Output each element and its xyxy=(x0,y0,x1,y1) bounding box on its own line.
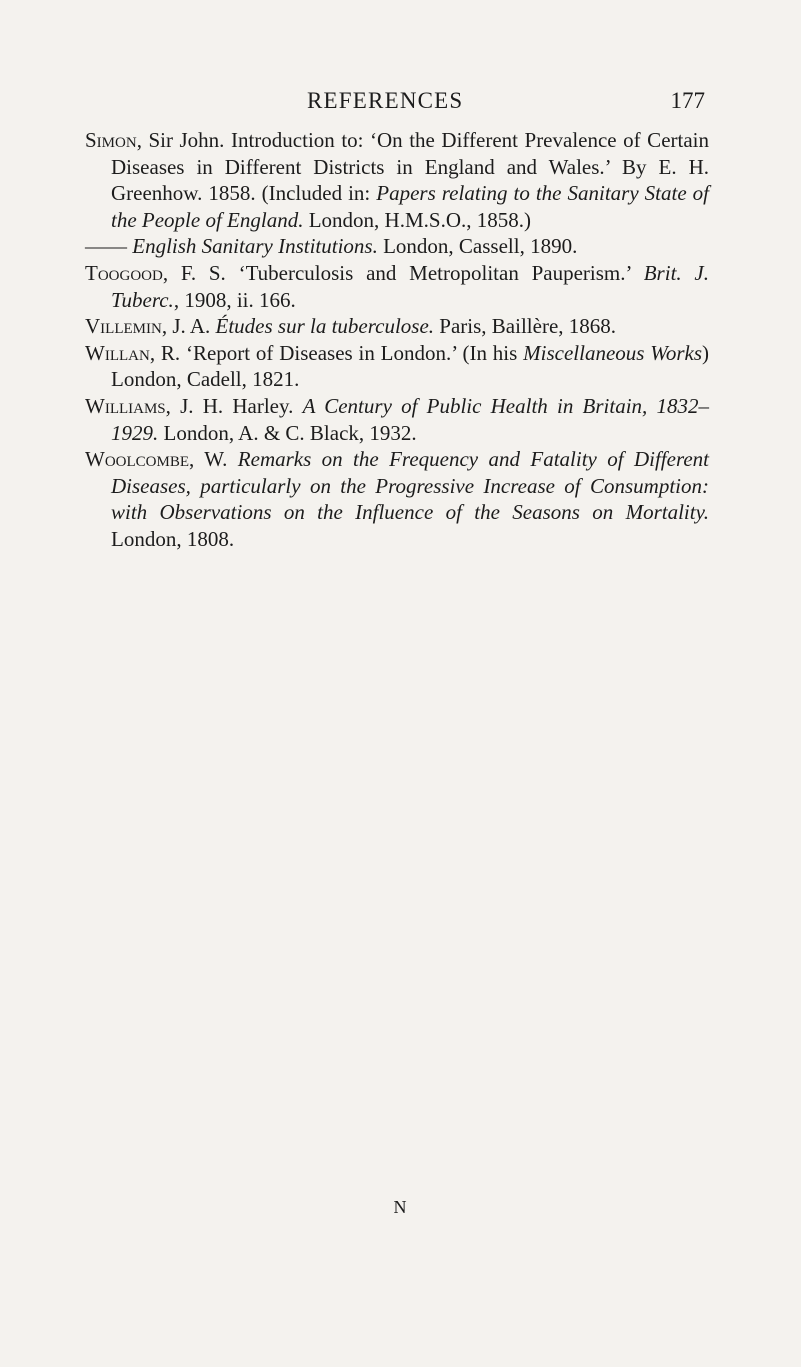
page-number: 177 xyxy=(670,88,705,113)
reference-entry-simon-english-sanitary xyxy=(85,233,709,260)
reference-author: Woolcombe xyxy=(85,447,189,472)
reference-title: A Century of Public Health in Britain, 1832–1929. xyxy=(111,393,709,445)
reference-entry-willan xyxy=(85,340,709,393)
page-header xyxy=(0,88,801,120)
reference-text: , R. ‘Report of Diseases in London.’ (In his xyxy=(149,340,524,365)
reference-entry-woolcombe xyxy=(85,446,709,552)
reference-author: Simon xyxy=(85,128,137,152)
reference-text: , Sir John. Introduction to: ‘On the Different Prevalence of Certain Diseases in Different Districts in England and Wales.’ By E. H. Greenhow. 1858. (Included in: xyxy=(111,128,709,206)
reference-entry-williams xyxy=(85,393,709,446)
reference-title: Études sur la tuberculose. xyxy=(215,314,435,339)
reference-text: , 1908, ii. 166. xyxy=(173,287,296,312)
reference-title: Remarks on the Frequency and Fatality of Different Diseases, particularly on the Progressive Increase of Consumption: with Observations on the Influence of the Seasons on Mortality. xyxy=(111,447,710,525)
signature-mark: N xyxy=(393,1197,408,1217)
reference-entry-villemin xyxy=(85,313,709,340)
reference-text: , J. A. xyxy=(161,314,216,339)
reference-author: Toogood xyxy=(85,260,163,285)
reference-text: London, A. & C. Black, 1932. xyxy=(158,420,417,445)
reference-text: London, H.M.S.O., 1858.) xyxy=(303,207,531,232)
reference-author: Villemin xyxy=(85,314,162,339)
reference-author: Willan xyxy=(85,340,150,365)
reference-text: , J. H. Harley. xyxy=(165,393,303,418)
reference-text: , W. xyxy=(189,447,238,472)
repeat-author-dash: —— xyxy=(85,234,127,259)
reference-text: London, Cassell, 1890. xyxy=(377,234,578,259)
reference-title: Miscellaneous Works xyxy=(523,340,702,365)
reference-text: Paris, Baillère, 1868. xyxy=(434,314,617,339)
reference-title: English Sanitary Institutions. xyxy=(132,234,378,259)
reference-list xyxy=(85,127,709,553)
running-head: REFERENCES xyxy=(307,88,464,113)
reference-text: ) London, Cadell, 1821. xyxy=(111,340,709,392)
reference-author: Williams xyxy=(85,393,166,418)
reference-text: , F. S. ‘Tuberculosis and Metropolitan Pauperism.’ xyxy=(162,260,644,285)
reference-title: Brit. J. Tuberc. xyxy=(111,260,709,312)
reference-entry-toogood xyxy=(85,260,709,313)
reference-entry-simon-introduction xyxy=(85,127,709,233)
reference-text: London, 1808. xyxy=(111,526,235,551)
reference-title: Papers relating to the Sanitary State of the People of England. xyxy=(111,181,709,232)
